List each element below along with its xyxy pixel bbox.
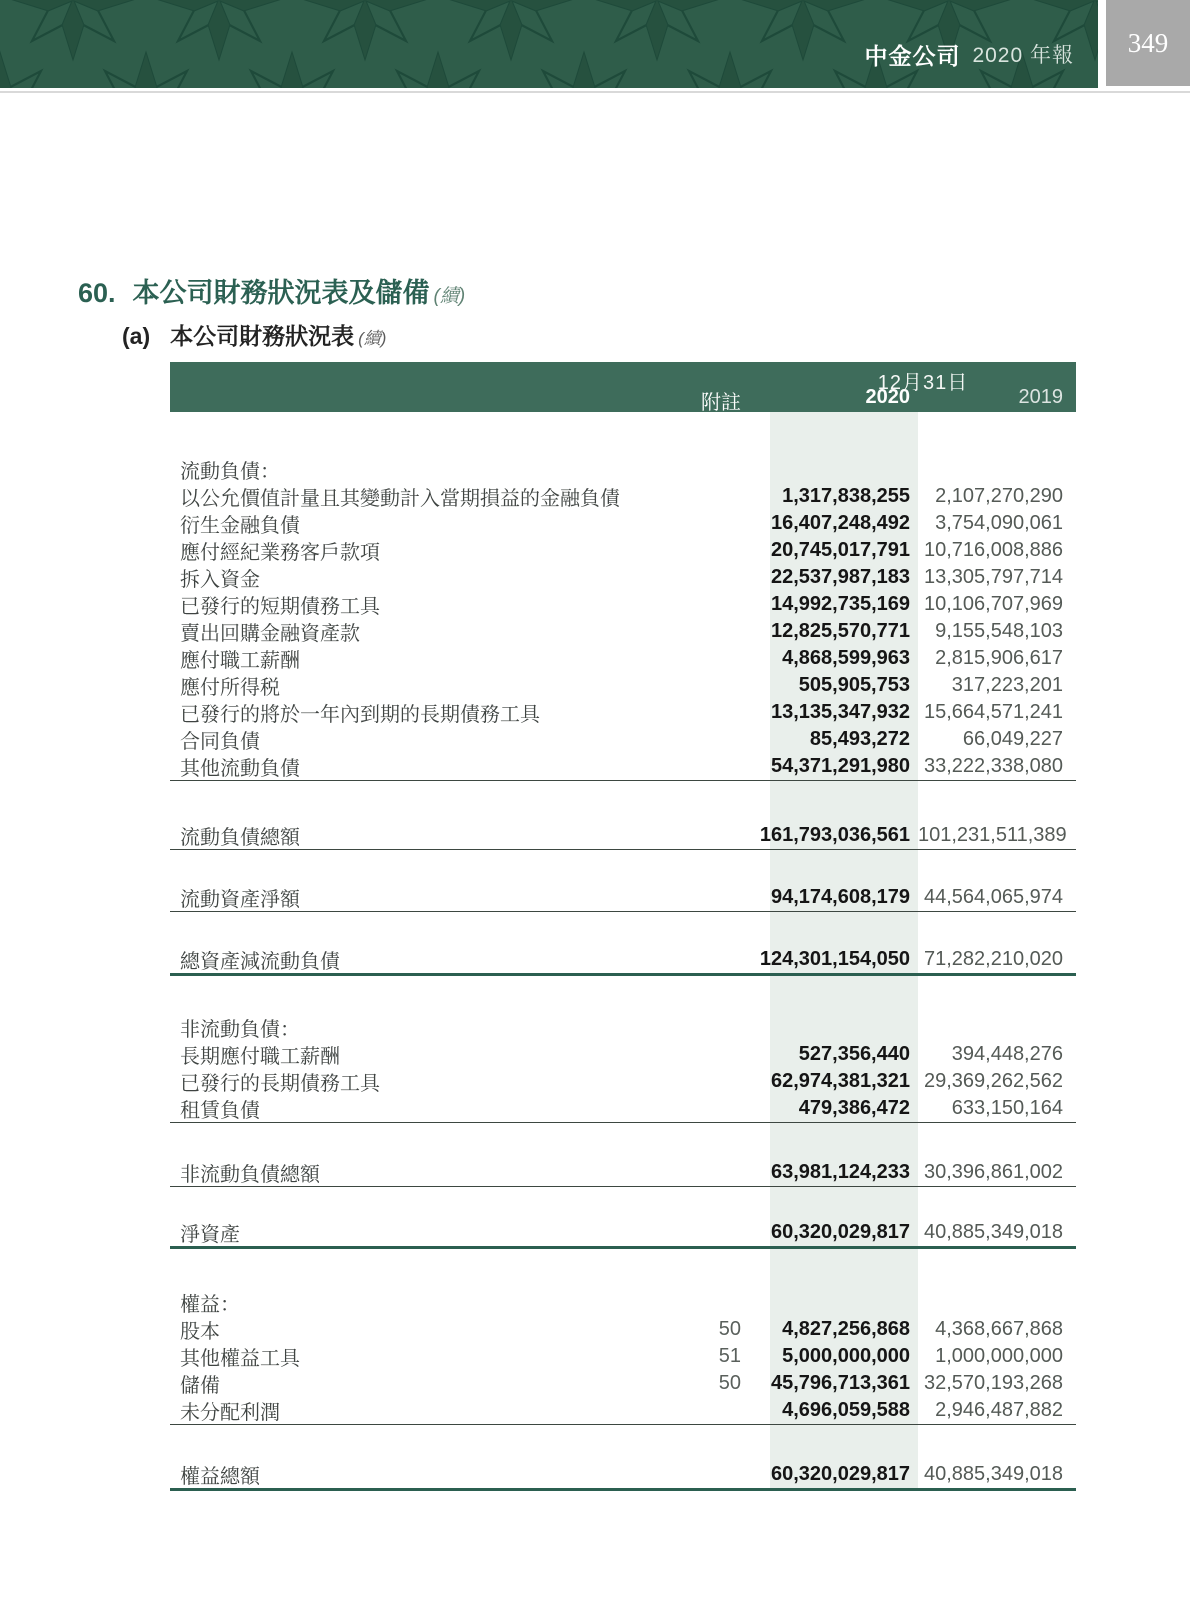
rule-thick — [170, 1488, 1076, 1491]
row-value-2020: 124,301,154,050 — [759, 948, 910, 970]
row-value-2020: 5,000,000,000 — [782, 1345, 910, 1367]
subsection-continued-tag: (續) — [358, 329, 387, 348]
table-row — [170, 1397, 1076, 1424]
table-row — [170, 1068, 1076, 1095]
row-label: 合同負債 — [180, 731, 260, 753]
table-row — [170, 726, 1076, 753]
row-value-2019: 9,155,548,103 — [935, 620, 1063, 642]
date-column-header: 12月31日 — [877, 372, 969, 394]
row-label: 股本 — [180, 1321, 220, 1343]
row-label: 以公允價值計量且其變動計入當期損益的金融負債 — [180, 488, 620, 510]
row-value-2020: 45,796,713,361 — [770, 1372, 910, 1394]
row-value-2019: 29,369,262,562 — [923, 1070, 1063, 1092]
row-label: 流動負債： — [180, 461, 280, 483]
row-label: 長期應付職工薪酬 — [180, 1046, 340, 1068]
row-label: 賣出回購金融資產款 — [180, 623, 360, 645]
financial-position-table — [170, 362, 1076, 1491]
table-row — [170, 1316, 1076, 1343]
row-note: 51 — [718, 1345, 741, 1367]
table-row — [170, 1343, 1076, 1370]
row-value-2019: 66,049,227 — [962, 728, 1063, 750]
table-row — [170, 753, 1076, 780]
row-value-2019: 3,754,090,061 — [935, 512, 1063, 534]
label-column-header — [170, 386, 685, 415]
row-value-2019: 40,885,349,018 — [923, 1221, 1063, 1243]
row-value-2019: 1,000,000,000 — [935, 1345, 1063, 1367]
table-row — [170, 537, 1076, 564]
row-label: 未分配利潤 — [180, 1402, 280, 1424]
row-label: 儲備 — [180, 1375, 220, 1397]
row-label: 應付經紀業務客戶款項 — [180, 542, 380, 564]
row-value-2020: 85,493,272 — [809, 728, 910, 750]
row-note: 50 — [718, 1372, 741, 1394]
section-continued-tag: (續) — [433, 286, 466, 307]
table-row — [170, 1095, 1076, 1122]
table-row — [170, 699, 1076, 726]
table-row — [170, 618, 1076, 645]
row-value-2019: 33,222,338,080 — [923, 755, 1063, 777]
banner-text — [864, 0, 1074, 88]
subsection-heading — [122, 318, 386, 351]
row-label: 應付所得税 — [180, 677, 280, 699]
row-value-2019: 10,716,008,886 — [923, 539, 1063, 561]
row-label: 應付職工薪酬 — [180, 650, 300, 672]
row-value-2020: 4,827,256,868 — [782, 1318, 910, 1340]
rule-thin — [170, 1122, 1076, 1123]
row-value-2020: 161,793,036,561 — [759, 824, 910, 846]
row-value-2020: 12,825,570,771 — [770, 620, 910, 642]
subsection-label: (a) — [122, 323, 151, 349]
row-value-2019: 10,106,707,969 — [923, 593, 1063, 615]
table-row — [170, 1370, 1076, 1397]
row-value-2020: 62,974,381,321 — [770, 1070, 910, 1092]
section-row — [170, 1289, 1076, 1316]
rule-thick — [170, 1246, 1076, 1249]
row-value-2019: 2,815,906,617 — [935, 647, 1063, 669]
row-value-2019: 2,107,270,290 — [935, 485, 1063, 507]
row-value-2019: 15,664,571,241 — [923, 701, 1063, 723]
row-value-2019: 32,570,193,268 — [923, 1372, 1063, 1394]
row-value-2019: 40,885,349,018 — [923, 1463, 1063, 1485]
report-edition: 2020 年報 — [972, 44, 1074, 67]
row-label: 其他流動負債 — [180, 758, 300, 780]
row-value-2020: 54,371,291,980 — [770, 755, 910, 777]
row-value-2019: 394,448,276 — [951, 1043, 1063, 1065]
row-value-2019: 4,368,667,868 — [935, 1318, 1063, 1340]
row-value-2019: 13,305,797,714 — [923, 566, 1063, 588]
banner-divider — [0, 91, 1190, 93]
row-value-2020: 20,745,017,791 — [770, 539, 910, 561]
year-2020-column-header: 2020 — [865, 386, 910, 408]
rule-thick — [170, 973, 1076, 976]
row-value-2020: 1,317,838,255 — [782, 485, 910, 507]
row-label: 權益總額 — [180, 1466, 260, 1488]
subsection-title: 本公司財務狀況表 — [170, 323, 355, 349]
table-row — [170, 645, 1076, 672]
column-header-row — [170, 386, 1076, 415]
table-row — [170, 1461, 1076, 1488]
row-value-2019: 101,231,511,389 — [918, 824, 1067, 846]
row-value-2020: 22,537,987,183 — [770, 566, 910, 588]
table-body — [170, 412, 1076, 1491]
row-value-2020: 16,407,248,492 — [770, 512, 910, 534]
rule-thin — [170, 780, 1076, 781]
table-row — [170, 946, 1076, 973]
note-column-header: 附註 — [701, 392, 741, 414]
brand-name: 中金公司 — [864, 42, 961, 69]
section-row — [170, 1014, 1076, 1041]
row-value-2020: 14,992,735,169 — [770, 593, 910, 615]
table-row — [170, 564, 1076, 591]
row-label: 權益： — [180, 1294, 240, 1316]
row-note: 50 — [718, 1318, 741, 1340]
row-value-2020: 13,135,347,932 — [770, 701, 910, 723]
table-row — [170, 510, 1076, 537]
row-value-2019: 633,150,164 — [951, 1097, 1063, 1119]
row-label: 非流動負債總額 — [180, 1164, 320, 1186]
row-label: 淨資產 — [180, 1224, 240, 1246]
row-value-2020: 505,905,753 — [798, 674, 910, 696]
row-label: 流動資產淨額 — [180, 889, 300, 911]
table-row — [170, 1159, 1076, 1186]
table-row — [170, 1041, 1076, 1068]
row-value-2020: 60,320,029,817 — [770, 1221, 910, 1243]
row-value-2019: 71,282,210,020 — [923, 948, 1063, 970]
section-row — [170, 456, 1076, 483]
rule-thin — [170, 1424, 1076, 1425]
rule-thin — [170, 849, 1076, 850]
row-value-2019: 2,946,487,882 — [935, 1399, 1063, 1421]
page-number: 349 — [1127, 27, 1169, 58]
table-row — [170, 1219, 1076, 1246]
table-header — [170, 362, 1076, 412]
row-value-2019: 30,396,861,002 — [923, 1161, 1063, 1183]
top-banner — [0, 0, 1098, 88]
row-value-2020: 479,386,472 — [798, 1097, 910, 1119]
row-value-2019: 317,223,201 — [951, 674, 1063, 696]
rule-thin — [170, 1186, 1076, 1187]
row-value-2020: 60,320,029,817 — [770, 1463, 910, 1485]
table-row — [170, 672, 1076, 699]
row-value-2020: 63,981,124,233 — [770, 1161, 910, 1183]
row-value-2020: 527,356,440 — [798, 1043, 910, 1065]
row-label: 已發行的短期債務工具 — [180, 596, 380, 618]
row-label: 已發行的將於一年內到期的長期債務工具 — [180, 704, 540, 726]
row-value-2020: 4,868,599,963 — [782, 647, 910, 669]
section-title: 本公司財務狀況表及儲備 — [132, 278, 430, 308]
row-label: 總資產減流動負債 — [180, 951, 340, 973]
row-value-2020: 94,174,608,179 — [770, 886, 910, 908]
year-2019-column-header: 2019 — [1018, 386, 1063, 408]
row-value-2020: 4,696,059,588 — [782, 1399, 910, 1421]
row-label: 流動負債總額 — [180, 827, 300, 849]
row-label: 已發行的長期債務工具 — [180, 1073, 380, 1095]
rule-thin — [170, 911, 1076, 912]
table-row — [170, 483, 1076, 510]
table-row — [170, 884, 1076, 911]
section-number: 60. — [78, 278, 116, 308]
row-label: 拆入資金 — [180, 569, 260, 591]
table-row — [170, 822, 1076, 849]
row-label: 衍生金融負債 — [180, 515, 300, 537]
row-label: 非流動負債： — [180, 1019, 300, 1041]
table-row — [170, 591, 1076, 618]
row-label: 租賃負債 — [180, 1100, 260, 1122]
page-number-box — [1106, 0, 1190, 86]
row-label: 其他權益工具 — [180, 1348, 300, 1370]
row-value-2019: 44,564,065,974 — [923, 886, 1063, 908]
section-heading — [78, 271, 465, 310]
